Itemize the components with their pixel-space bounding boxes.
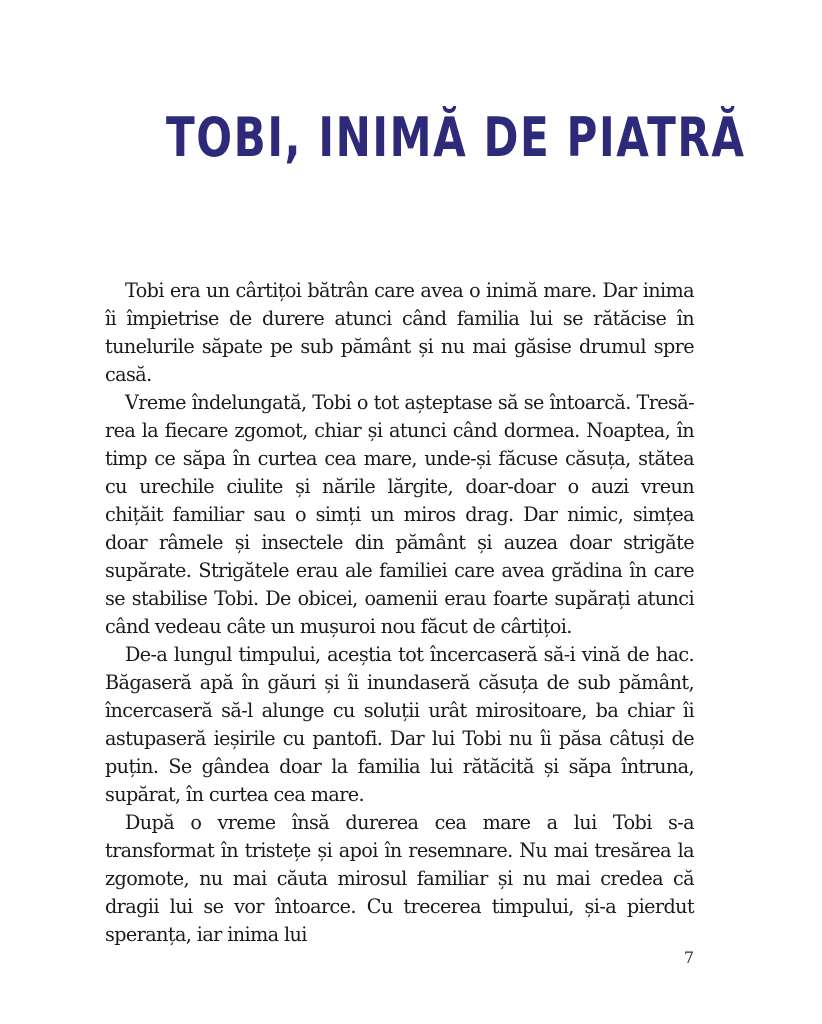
paragraph-4: După o vreme însă durerea cea mare a lui Tobi s-a transformat în tristețe și apoi în resemnare. Nu mai tresărea la zgomote, nu mai căuta mirosul familiar și nu mai credea că dragii lui se vor întoarce. Cu trecerea timpului, și-a pierdut speranța, iar inima lui: [105, 811, 694, 946]
chapter-title: TOBI, INIMĂ DE PIATRĂ: [166, 106, 746, 169]
paragraph-3: De-a lungul timpului, aceștia tot încercaseră să-i vină de hac. Băgaseră apă în găuri și îi inundaseră căsuța de sub pământ, încercaseră să-l alunge cu soluții urât mirositoare, ba chiar îi astupaseră ieșirile cu pantofi. Dar lui Tobi nu îi păsa câtuși de puțin. Se gândea doar la familia lui rătăcită și săpa întruna, supărat, în curtea cea mare.: [105, 643, 694, 806]
page-number: 7: [683, 948, 694, 967]
chapter-body: [105, 277, 694, 949]
paragraph-2: Vreme îndelungată, Tobi o tot așteptase să se întoarcă. Tresă-rea la fiecare zgomot, chiar și atunci când dormea. Noaptea, în timp ce săpa în curtea cea mare, unde-și făcuse căsuța, stătea cu urechile ciulite și nările lărgite, doar-doar o auzi vreun chițăit familiar sau o simți un miros drag. Dar nimic, simțea doar râmele și insectele din pământ și auzea doar strigăte supărate. Strigătele erau ale familiei care avea grădina în care se stabilise Tobi. De obicei, oamenii erau foarte supărați atunci când vedeau câte un mușuroi nou făcut de cârtițoi.: [105, 391, 694, 638]
paragraph-1: Tobi era un cârtițoi bătrân care avea o inimă mare. Dar inima îi împietrise de durere atunci când familia lui se rătăcise în tunelurile săpate pe sub pământ și nu mai găsise drumul spre casă.: [105, 279, 694, 386]
